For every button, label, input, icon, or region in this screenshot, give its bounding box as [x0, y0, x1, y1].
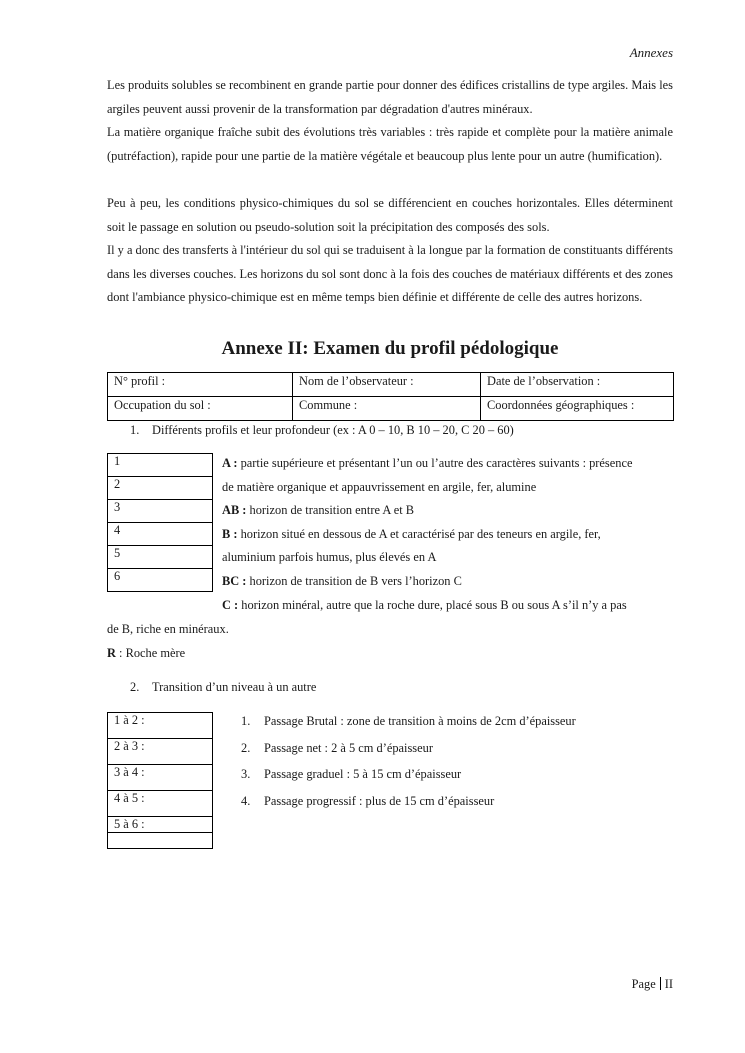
table-row	[108, 373, 674, 397]
transition-4-number: 4.	[241, 793, 251, 808]
horizon-a-text-2: de matière organique et appauvrissement en argile, fer, alumine	[222, 480, 537, 494]
section-1-heading	[130, 423, 514, 438]
transition-row-1-2[interactable]: 1 à 2 :	[108, 713, 213, 739]
table-row	[108, 765, 213, 791]
geo-coordinates-cell[interactable]: Coordonnées géographiques :	[481, 397, 674, 421]
transition-row-empty[interactable]	[108, 833, 213, 849]
horizon-a-text-1: partie supérieure et présentant l’un ou l’autre des caractères suivants : présence	[237, 456, 633, 470]
profile-info-table	[107, 372, 674, 421]
observation-date-cell[interactable]: Date de l’observation :	[481, 373, 674, 397]
list-item	[241, 791, 576, 818]
horizon-ab-text: horizon de transition entre A et B	[246, 503, 415, 517]
table-row	[108, 523, 213, 546]
section-2-number: 2.	[130, 680, 140, 694]
page-number: II	[664, 977, 673, 991]
land-use-cell[interactable]: Occupation du sol :	[108, 397, 293, 421]
table-row	[108, 791, 213, 817]
transition-3-number: 3.	[241, 767, 251, 781]
horizon-a-line-1	[222, 452, 673, 476]
horizon-bc-label: BC :	[222, 574, 247, 588]
horizon-bc-text: horizon de transition de B vers l’horizon C	[246, 574, 462, 588]
horizon-c-text-1: horizon minéral, autre que la roche dure, placé sous B ou sous A s’il n’y a pas	[238, 598, 627, 612]
intro-paragraph-1: Les produits solubles se recombinent en grande partie pour donner des édifices cristallins de type argiles. Mais les argiles peuvent aussi provenir de la transformation par dégradation d'autres minéraux.	[107, 78, 673, 116]
table-row	[108, 739, 213, 765]
horizon-ab-label: AB :	[222, 503, 247, 517]
section-2-heading	[130, 680, 316, 695]
horizon-a-label: A :	[222, 456, 238, 470]
horizon-r-line	[107, 642, 673, 666]
transition-row-2-3[interactable]: 2 à 3 :	[108, 739, 213, 765]
table-row	[108, 713, 213, 739]
horizon-c-label: C :	[222, 598, 239, 612]
profile-row-5[interactable]: 5	[108, 546, 213, 569]
horizon-c-line-1	[222, 594, 673, 618]
intro-paragraph-3: Peu à peu, les conditions physico-chimiques du sol se différencient en couches horizontales. Elles déterminent soit le passage en solution ou pseudo-solution soit la précipitation des composés des sols.	[107, 196, 673, 234]
intro-paragraph-2: La matière organique fraîche subit des évolutions très variables : très rapide et complète pour la matière animale (putréfaction), rapide pour une partie de la matière végétale et beaucoup plus lente pour un autre (humification).	[107, 125, 673, 163]
table-row	[108, 546, 213, 569]
table-row	[108, 569, 213, 592]
list-item	[241, 738, 576, 765]
profile-row-6[interactable]: 6	[108, 569, 213, 592]
table-row	[108, 454, 213, 477]
transition-4-text: Passage progressif : plus de 15 cm d’épaisseur	[264, 793, 495, 808]
running-header: Annexes	[629, 45, 673, 60]
horizon-b-line-1	[222, 523, 673, 547]
page-label: Page	[631, 977, 656, 991]
horizon-r-text: : Roche mère	[115, 646, 186, 660]
transition-row-3-4[interactable]: 3 à 4 :	[108, 765, 213, 791]
table-row	[108, 833, 213, 849]
transition-1-text: Passage Brutal : zone de transition à moins de 2cm d’épaisseur	[264, 714, 576, 728]
horizon-r-label: R	[107, 646, 116, 660]
commune-cell[interactable]: Commune :	[293, 397, 481, 421]
profile-row-3[interactable]: 3	[108, 500, 213, 523]
transition-2-text: Passage net : 2 à 5 cm d’épaisseur	[264, 740, 433, 755]
transition-row-5-6[interactable]: 5 à 6 :	[108, 817, 213, 833]
page-separator	[660, 977, 661, 990]
intro-paragraph-4: Il y a donc des transferts à l'intérieur du sol qui se traduisent à la longue par la formation de constituants différents dans les diverses couches. Les horizons du sol sont donc à la fois des couches de matériaux différents et des zones dont l'ambiance physico-chimique est en même temps bien définie et différente de celle des autres horizons.	[107, 243, 673, 305]
profile-row-4[interactable]: 4	[108, 523, 213, 546]
profile-number-cell[interactable]: N° profil :	[108, 373, 293, 397]
horizon-b-label: B :	[222, 527, 238, 541]
table-row	[108, 397, 674, 421]
horizon-b-text-2: aluminium parfois humus, plus élevés en A	[222, 550, 437, 564]
page-footer	[632, 977, 673, 992]
table-row	[108, 817, 213, 833]
list-item	[241, 764, 576, 791]
section-1-number: 1.	[130, 423, 140, 437]
observer-name-cell[interactable]: Nom de l’observateur :	[293, 373, 481, 397]
horizon-c-text-2: de B, riche en minéraux.	[107, 622, 229, 636]
profile-row-1[interactable]: 1	[108, 454, 213, 477]
profile-row-2[interactable]: 2	[108, 477, 213, 500]
profile-depth-table	[107, 453, 213, 592]
horizon-bc-line	[222, 570, 673, 594]
transition-2-number: 2.	[241, 740, 251, 755]
section-2-title: Transition d’un niveau à un autre	[152, 680, 317, 694]
transition-3-text: Passage graduel : 5 à 15 cm d’épaisseur	[264, 767, 462, 781]
transition-row-4-5[interactable]: 4 à 5 :	[108, 791, 213, 817]
table-row	[108, 500, 213, 523]
transition-1-number: 1.	[241, 714, 251, 728]
transition-table	[107, 712, 213, 849]
horizon-ab-line	[222, 499, 673, 523]
horizon-b-text-1: horizon situé en dessous de A et caractérisé par des teneurs en argile, fer,	[237, 527, 601, 541]
transition-types-list	[241, 711, 576, 817]
table-row	[108, 477, 213, 500]
section-1-title: Différents profils et leur profondeur (ex : A 0 – 10, B 10 – 20, C 20 – 60)	[152, 423, 514, 437]
list-item	[241, 711, 576, 738]
annex-title: Annexe II: Examen du profil pédologique	[221, 338, 559, 359]
